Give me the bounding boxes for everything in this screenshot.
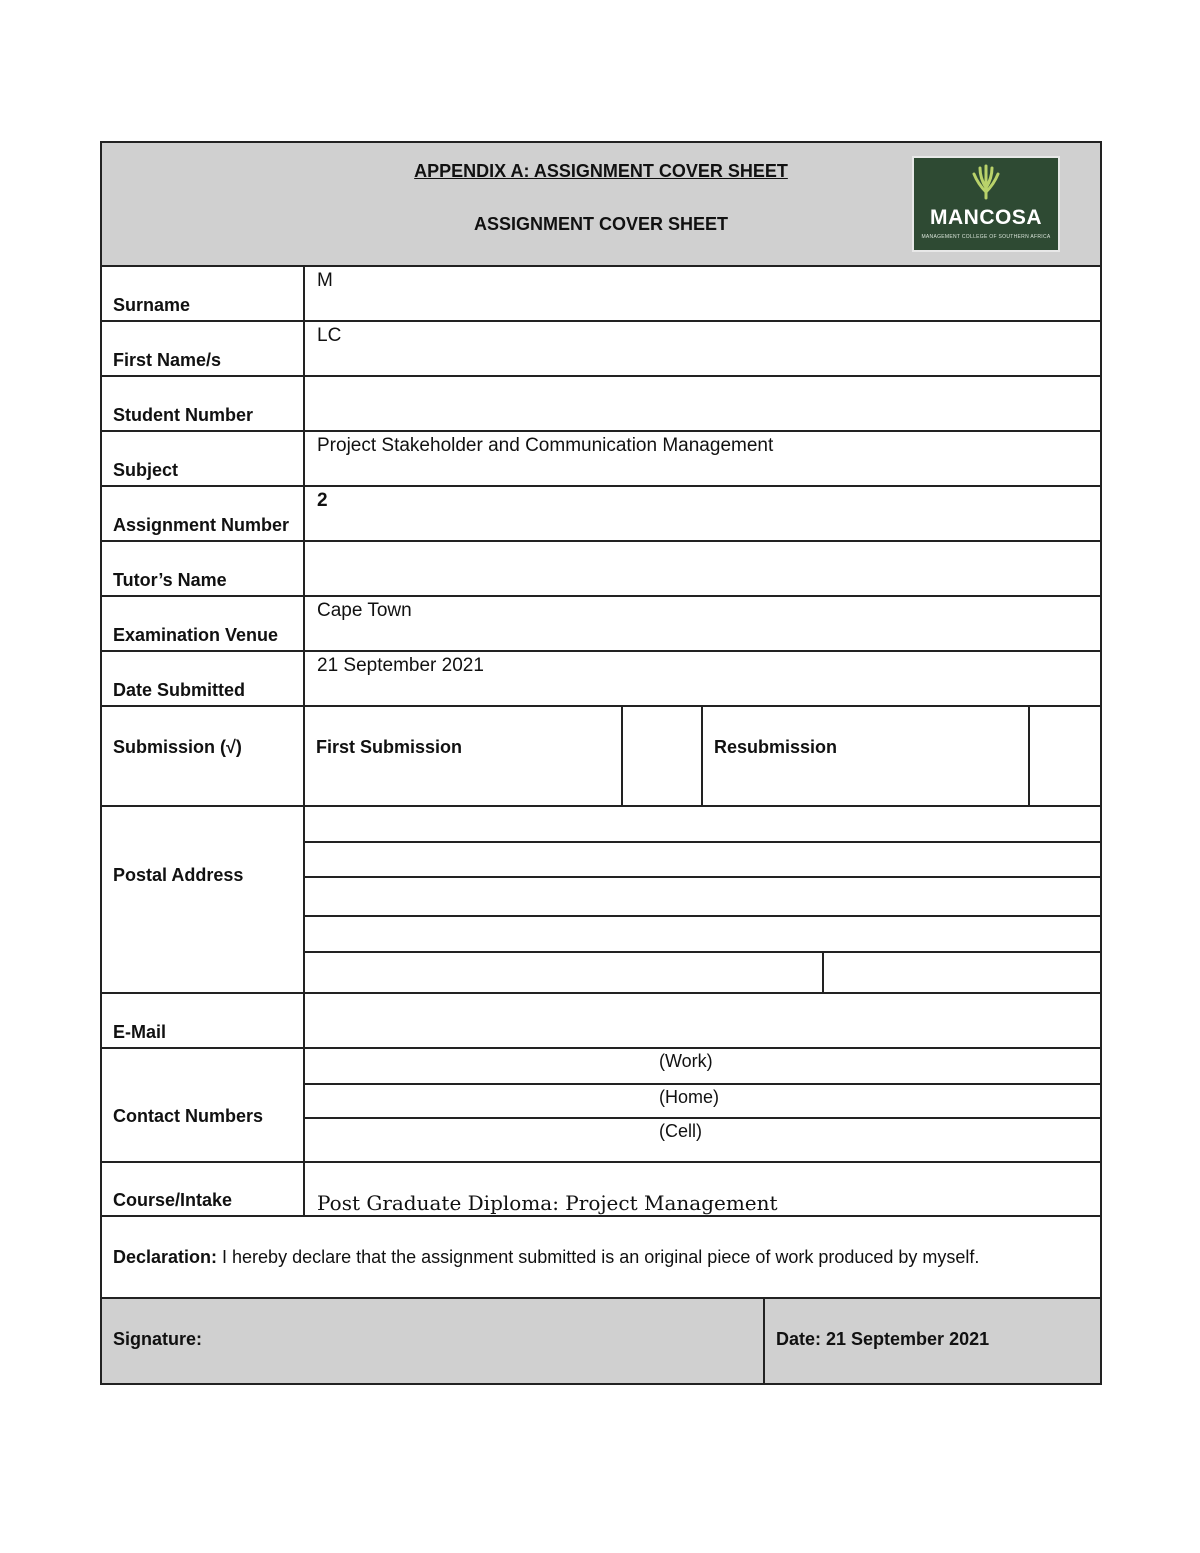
signature-date: Date: 21 September 2021 (776, 1329, 990, 1349)
postal-line (305, 951, 1100, 953)
page-subtitle: ASSIGNMENT COVER SHEET (473, 214, 729, 234)
surname-label: Surname (113, 295, 191, 315)
cell-number-label: (Cell) (659, 1121, 702, 1141)
student-number-label: Student Number (113, 405, 254, 425)
declaration-text (113, 1247, 979, 1268)
logo-wordmark: MANCOSA (930, 206, 1042, 229)
declaration-row (102, 1217, 1100, 1299)
header-row (102, 143, 1100, 267)
postal-code-divider (822, 953, 824, 992)
cover-sheet-table (100, 141, 1102, 1385)
contact-line (305, 1117, 1100, 1119)
work-number-label: (Work) (659, 1051, 713, 1071)
resubmission-checkbox[interactable] (1030, 707, 1100, 805)
examination-venue-value[interactable]: Cape Town (317, 600, 412, 621)
signature-field[interactable] (102, 1299, 765, 1383)
first-names-row (102, 322, 1100, 377)
assignment-number-label: Assignment Number (113, 515, 290, 535)
submission-row (102, 707, 1100, 807)
date-submitted-label: Date Submitted (113, 680, 246, 700)
contact-line (305, 1083, 1100, 1085)
submission-label: Submission (√) (113, 737, 242, 757)
signature-label: Signature: (113, 1329, 203, 1349)
course-intake-value[interactable]: Post Graduate Diploma: Project Management (317, 1191, 778, 1215)
postal-line (305, 876, 1100, 878)
email-label: E-Mail (113, 1022, 167, 1042)
subject-value[interactable]: Project Stakeholder and Communication Management (317, 435, 774, 456)
examination-venue-label: Examination Venue (113, 625, 279, 645)
postal-address-row (102, 807, 1100, 994)
contact-numbers-label: Contact Numbers (113, 1106, 264, 1126)
date-submitted-value[interactable]: 21 September 2021 (317, 655, 484, 676)
contact-numbers-row (102, 1049, 1100, 1163)
tutor-name-label: Tutor’s Name (113, 570, 227, 590)
declaration-body: I hereby declare that the assignment submitted is an original piece of work produced by myself. (217, 1247, 980, 1267)
signature-date-field[interactable] (765, 1299, 1100, 1383)
subject-label: Subject (113, 460, 179, 480)
assignment-number-row (102, 487, 1100, 542)
assignment-number-value[interactable]: 2 (317, 490, 328, 511)
first-submission-label: First Submission (316, 737, 463, 757)
logo-tree-icon (914, 158, 1058, 208)
resubmission-label: Resubmission (714, 737, 838, 757)
email-row (102, 994, 1100, 1049)
surname-value[interactable]: M (317, 270, 333, 291)
signature-row (102, 1299, 1100, 1383)
examination-venue-row (102, 597, 1100, 652)
logo-tagline: MANAGEMENT COLLEGE OF SOUTHERN AFRICA (921, 234, 1051, 240)
tutor-name-row (102, 542, 1100, 597)
subject-row (102, 432, 1100, 487)
student-number-row (102, 377, 1100, 432)
date-submitted-row (102, 652, 1100, 707)
first-names-label: First Name/s (113, 350, 222, 370)
postal-address-label: Postal Address (113, 865, 244, 885)
first-submission-checkbox[interactable] (623, 707, 703, 805)
first-names-value[interactable]: LC (317, 325, 342, 346)
course-intake-label: Course/Intake (113, 1190, 233, 1210)
postal-line (305, 915, 1100, 917)
postal-line (305, 841, 1100, 843)
home-number-label: (Home) (659, 1087, 720, 1107)
surname-row (102, 267, 1100, 322)
declaration-prefix: Declaration: (113, 1247, 218, 1267)
course-intake-row (102, 1163, 1100, 1217)
page-title: APPENDIX A: ASSIGNMENT COVER SHEET (414, 161, 788, 181)
mancosa-logo (912, 156, 1060, 252)
